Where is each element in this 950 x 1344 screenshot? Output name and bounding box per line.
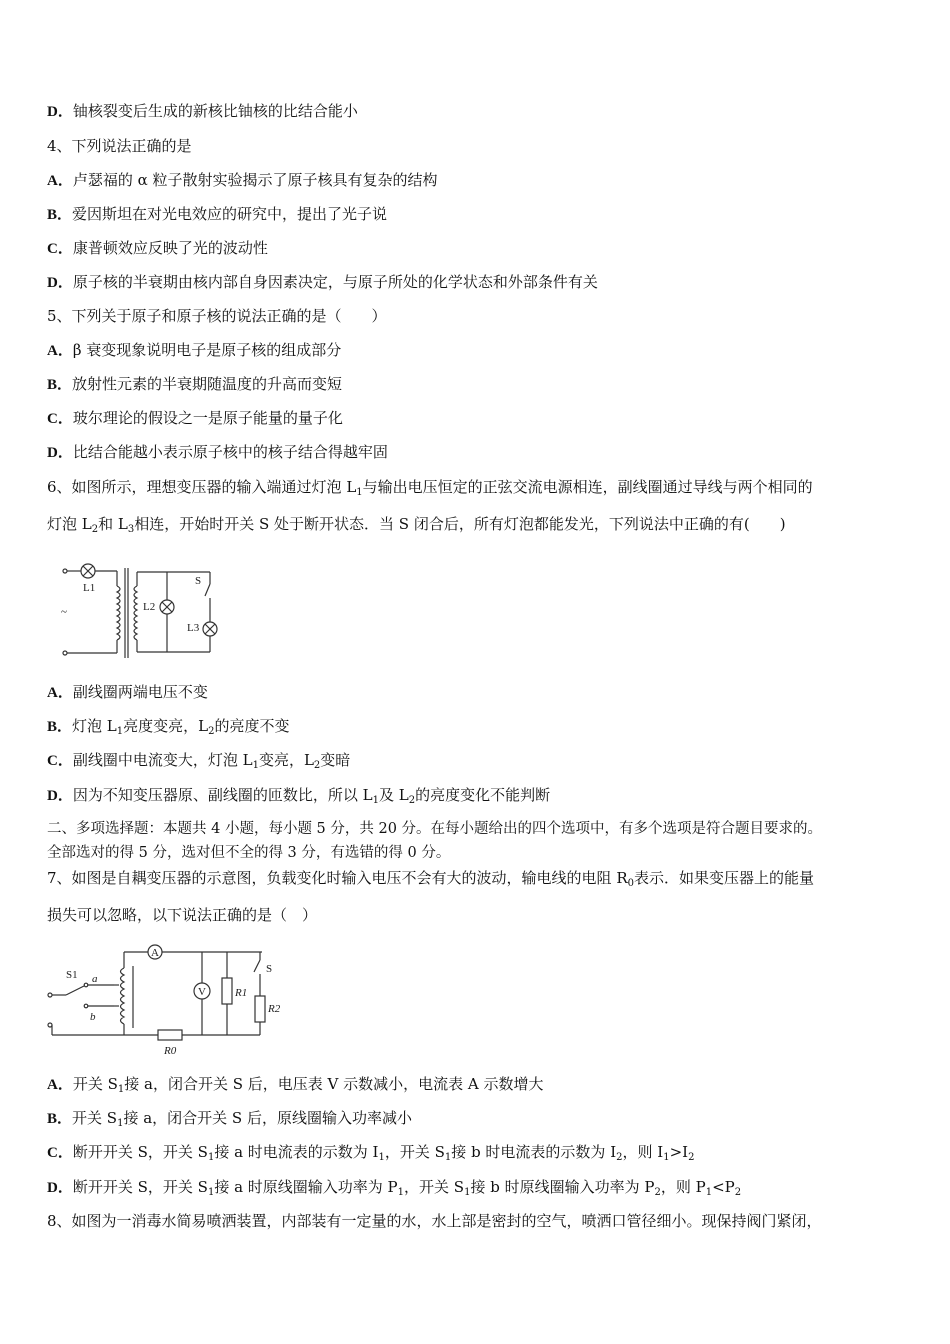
q5-option-c: C．玻尔理论的假设之一是原子能量的量子化 [47, 409, 343, 427]
label-b-tap: b [90, 1011, 96, 1023]
label-l3: L3 [187, 622, 200, 634]
label-r0: R0 [164, 1045, 177, 1057]
input-terminal-top [63, 569, 67, 573]
tap-a [84, 983, 88, 987]
section2-line2: 全部选对的得 5 分，选对但不全的得 3 分，有选错的得 0 分。 [47, 845, 451, 861]
q5-option-b: B．放射性元素的半衰期随温度的升高而变短 [47, 375, 343, 393]
q6-option-a: A．副线圈两端电压不变 [47, 683, 208, 701]
q5-option-a: A．β 衰变现象说明电子是原子核的组成部分 [47, 341, 342, 359]
q7-stem-line2: 损失可以忽略，以下说法正确的是（ ） [47, 906, 318, 924]
q6-option-c: C．副线圈中电流变大，灯泡 $L_1$变亮，$L_2$变暗 [47, 751, 351, 771]
secondary-coil [134, 586, 137, 640]
input-terminal-bottom [63, 651, 67, 655]
label-s: S [266, 963, 273, 975]
q5-stem: 5、下列关于原子和原子核的说法正确的是（ ） [47, 307, 387, 325]
tap-b [84, 1004, 88, 1008]
q4-option-c: C．康普顿效应反映了光的波动性 [47, 239, 268, 257]
q6-transformer-diagram [55, 558, 225, 663]
label-a-tap: a [92, 973, 98, 985]
label-l2: L2 [143, 601, 156, 613]
label-a-meter: A [151, 947, 159, 959]
q4-option-d: D．原子核的半衰期由核内部自身因素决定，与原子所处的化学状态和外部条件有关 [47, 273, 598, 291]
label-s1: S1 [66, 969, 78, 981]
label-l1: L1 [83, 582, 96, 594]
autotransformer-coil [121, 968, 125, 1024]
q7-option-d: D．断开开关 S，开关 $S_1$接 a 时原线圈输入功率为 $P_1$，开关 $S_1$接 b 时原线圈输入功率为 $P_2$，则 $P_1<P_2$ [47, 1178, 742, 1198]
label-ac-source: ~ [61, 606, 67, 618]
q7-stem-line1: 7、如图是自耦变压器的示意图，负载变化时输入电压不会有大的波动，输电线的电阻 $R_0$表示．如果变压器上的能量 [47, 869, 815, 889]
switch-s1 [66, 986, 84, 995]
label-r1: R1 [235, 987, 248, 999]
q7-option-c: C．断开开关 S，开关 $S_1$接 a 时电流表的示数为 $I_1$，开关 $S_1$接 b 时电流表的示数为 $I_2$，则 $I_1>I_2$ [47, 1143, 695, 1163]
resistor-r1 [222, 978, 232, 1004]
q4-option-b: B．爱因斯坦在对光电效应的研究中，提出了光子说 [47, 205, 388, 223]
switch-s [254, 960, 260, 972]
q6-option-b: B．灯泡 $L_1$亮度变亮，$L_2$的亮度不变 [47, 717, 290, 737]
q6-stem-line2: 灯泡 $L_2$和 $L_3$相连，开始时开关 S 处于断开状态．当 S 闭合后，所有灯泡都能发光，下列说法中正确的有( ) [47, 515, 786, 535]
q4-option-a: A．卢瑟福的 α 粒子散射实验揭示了原子核具有复杂的结构 [47, 171, 438, 189]
q6-option-d: D．因为不知变压器原、副线圈的匝数比，所以 $L_1$及 $L_2$的亮度变化不能判断 [47, 786, 551, 806]
q7-option-b: B．开关 $S_1$接 a，闭合开关 S 后，原线圈输入功率减小 [47, 1109, 412, 1129]
q4-stem: 4、下列说法正确的是 [47, 137, 192, 155]
q8-stem-line1: 8、如图为一消毒水简易喷洒装置，内部装有一定量的水，水上部是密封的空气，喷洒口管径细小。现保持阀门紧闭， [47, 1212, 822, 1230]
primary-coil [117, 586, 120, 640]
q3-option-d: D．铀核裂变后生成的新核比铀核的比结合能小 [47, 102, 358, 120]
q7-option-a: A．开关 $S_1$接 a，闭合开关 S 后，电压表 V 示数减小，电流表 A 示数增大 [47, 1075, 544, 1095]
resistor-r2 [255, 996, 265, 1022]
label-s: S [195, 575, 202, 587]
resistor-r0 [158, 1030, 182, 1040]
section2-line1: 二、多项选择题：本题共 4 小题，每小题 5 分，共 20 分。在每小题给出的四个选项中，有多个选项是符合题目要求的。 [47, 821, 823, 837]
label-v-meter: V [198, 986, 206, 998]
label-r2: R2 [268, 1003, 281, 1015]
q7-autotransformer-diagram [42, 938, 292, 1060]
q6-stem-line1: 6、如图所示，理想变压器的输入端通过灯泡 $L_1$与输出电压恒定的正弦交流电源相连，副线圈通过导线与两个相同的 [47, 478, 813, 498]
q5-option-d: D．比结合能越小表示原子核中的核子结合得越牢固 [47, 443, 388, 461]
switch-s [205, 584, 210, 596]
